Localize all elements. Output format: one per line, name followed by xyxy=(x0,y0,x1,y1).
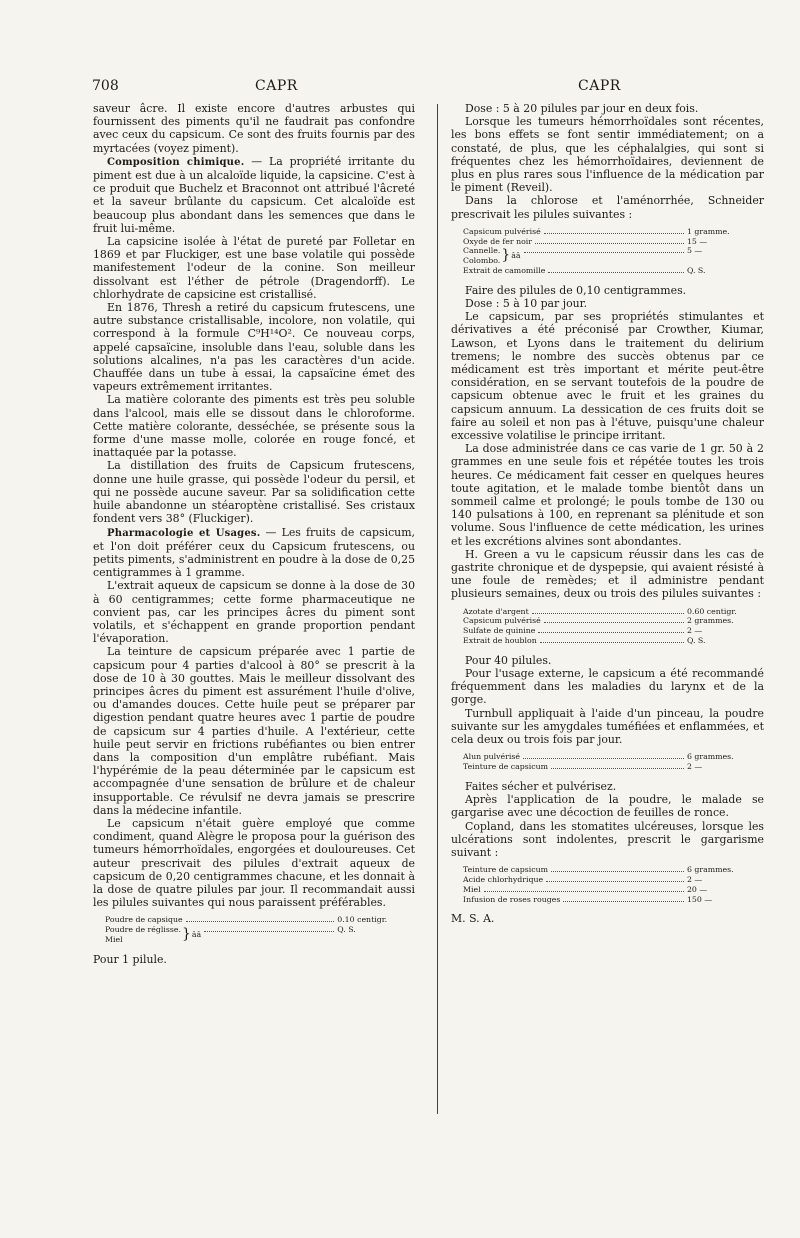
ingredient: Extrait de camomille xyxy=(463,266,546,276)
ingredient: Azotate d'argent xyxy=(463,606,529,616)
ingredient: Capsicum pulvérisé xyxy=(463,226,541,236)
prescription-row: Cannelle. Colombo. } ââ 5 — xyxy=(463,246,751,266)
paragraph: La distillation des fruits de Capsicum frutescens, donne une huile grasse, qui possède l'odeur du persil, et qui ne possède aucune saveur. Par sa solidification cette huile abandonne un stéaroptène cristallisé. Ses cristaux fondent vers 38° (Fluckiger). xyxy=(93,459,415,526)
paragraph: Pour 1 pilule. xyxy=(93,952,167,966)
quantity: 0.10 centigr. xyxy=(337,915,388,925)
quantity: 150 — xyxy=(686,894,713,904)
quantity: 20 — xyxy=(686,884,708,894)
ingredient: Sulfate de quinine xyxy=(463,626,536,636)
quantity: 2 grammes. xyxy=(686,616,734,626)
prescription-row xyxy=(105,915,401,925)
prescription-row xyxy=(463,227,751,237)
prescription-block xyxy=(463,865,751,904)
ingredient: Infusion de roses rouges xyxy=(463,894,561,904)
paragraph: Dose : 5 à 10 par jour. xyxy=(465,297,588,311)
paragraph xyxy=(93,155,415,235)
paragraph: saveur âcre. Il existe encore d'autres arbustes qui fournissent des piments qu'il ne faudrait pas confondre avec ceux du capsicum. Ce sont des fruits fournis par des myrtacées (voyez piment). xyxy=(93,102,415,155)
quantity: 1 gramme. xyxy=(686,226,730,236)
ingredient: Cannelle. xyxy=(463,246,501,256)
prescription-row xyxy=(463,762,751,772)
quantity: 2 — xyxy=(686,626,703,636)
paragraph-text: — La propriété irritante du piment est due à un alcaloïde liquide, la capsicine. C'est à ce produit que Buchelz et Braconnot ont attribué l'âcreté et la saveur brûlante du capsicum. Cet alcaloïde est beaucoup plus abondant dans les semences que dans le fruit lui-même. xyxy=(93,154,415,235)
paragraph: Après l'application de la poudre, le malade se gargarise avec une décoction de feuilles de ronce. xyxy=(451,793,764,820)
prescription-row xyxy=(463,266,751,276)
paragraph: La capsicine isolée à l'état de pureté par Folletar en 1869 et par Fluckiger, est une base volatile qui possède manifestement l'odeur de la conine. Son meilleur dissolvant est l'éther de pétrole (Dragendorff). Le chlorhydrate de capsicine est cristallisé. xyxy=(93,235,415,301)
paragraph: En 1876, Thresh a retiré du capsicum frutescens, une autre substance cristallisable, incolore, non volatile, qui correspond à la formule C⁹H¹⁴O². Ce nouveau corps, appelé capsaïcine, insoluble dans l'eau, soluble dans les solutions alcalines, n'a pas les caractères d'un acide. Chauffée dans un tube à essai, la capsaïcine émet des vapeurs extrêmement irritantes. xyxy=(93,301,415,394)
running-head-right: CAPR xyxy=(578,78,621,94)
quantity: 5 — xyxy=(686,246,703,256)
prescription-block xyxy=(463,607,751,646)
ingredient: Poudre de réglisse. xyxy=(105,925,181,935)
prescription-row xyxy=(463,237,751,247)
prescription-block xyxy=(463,227,751,276)
prescription-row xyxy=(463,865,751,875)
quantity: Q. S. xyxy=(337,925,356,935)
paragraph: Turnbull appliquait à l'aide d'un pinceau, la poudre suivante sur les amygdales tuméfiées et enflammées, et cela deux ou trois fois par jour. xyxy=(451,706,764,747)
paragraph: Pour 40 pilules. xyxy=(465,653,552,667)
paragraph: Copland, dans les stomatites ulcéreuses, lorsque les ulcérations sont indolentes, prescrit le gargarisme suivant : xyxy=(451,819,764,859)
brace-label: ââ xyxy=(191,930,202,940)
prescription-row xyxy=(463,885,751,895)
brace-label: ââ xyxy=(511,251,521,261)
paragraph: La dose administrée dans ce cas varie de 1 gr. 50 à 2 grammes en une seule fois et répétée toutes les trois heures. Ce médicament fait cesser en quelques heures toute agitation, et le malade tombe bientôt dans un sommeil calme et prolongé; le pouls tombe de 130 ou 140 pulsations à 100, en reprenant sa plénitude et son volume. Sous l'influence de cette médication, les urines et les excrétions alvines sont abondantes. xyxy=(451,442,764,548)
paragraph: M. S. A. xyxy=(451,912,495,926)
prescription-row: Poudre de réglisse. Miel } ââ Q. S. xyxy=(105,925,401,945)
quantity: Q. S. xyxy=(686,266,706,276)
paragraph xyxy=(93,526,415,580)
page-number: 708 xyxy=(92,78,119,94)
paragraph: Le capsicum, par ses propriétés stimulantes et dérivatives a été préconisé par Crowther, Kiumar, Lawson, et Lyons dans le traitement du delirium tremens; le nombre des succès obtenus par ce médicament est très important et mérite peut-être considération, en se servant toutefois de la poudre de capsicum obtenue avec le fruit et les graines du capsicum annuum. La dessication de ces fruits doit se faire au soleil et non pas à l'étuve, puisqu'une chaleur excessive volatilise le principe irritant. xyxy=(451,310,764,443)
column-rule xyxy=(437,104,438,1114)
ingredient: Alun pulvérisé xyxy=(463,752,521,762)
left-column xyxy=(93,102,415,966)
section-heading-chimique: Composition chimique. xyxy=(107,156,245,168)
quantity: 6 grammes. xyxy=(686,865,734,875)
ingredient: Poudre de capsique xyxy=(105,915,183,925)
prescription-block xyxy=(463,752,751,772)
paragraph: Faire des pilules de 0,10 centigrammes. xyxy=(465,283,687,297)
quantity: Q. S. xyxy=(686,636,706,646)
ingredient: Miel xyxy=(105,934,123,944)
right-column xyxy=(451,102,764,926)
paragraph: H. Green a vu le capsicum réussir dans les cas de gastrite chronique et de dyspepsie, qui avaient résisté à une foule de remèdes; et il administre pendant plusieurs semaines, deux ou trois des pilules suivantes : xyxy=(451,547,764,601)
ingredient: Acide chlorhydrique xyxy=(463,874,544,884)
paragraph-text: — Les fruits de capsicum, et l'on doit préférer ceux du Capsicum frutescens, ou petits piments, s'administrent en poudre à la dose de 0,25 centigrammes à 1 gramme. xyxy=(93,525,415,580)
running-head-left: CAPR xyxy=(255,78,298,94)
prescription-row xyxy=(463,636,751,646)
quantity: 15 — xyxy=(686,236,708,246)
quantity: 6 grammes. xyxy=(686,752,734,762)
prescription-row xyxy=(463,875,751,885)
section-heading-pharmacologie: Pharmacologie et Usages. xyxy=(107,527,261,539)
prescription-row xyxy=(463,626,751,636)
paragraph: Dose : 5 à 20 pilules par jour en deux fois. xyxy=(465,102,699,115)
paragraph: L'extrait aqueux de capsicum se donne à la dose de 30 à 60 centigrammes; cette forme pharmaceutique ne convient pas, car les principes âcres du piment sont volatils, et s'échappent en grande proportion pendant l'évaporation. xyxy=(93,579,415,646)
prescription-row xyxy=(463,895,751,905)
ingredient: Extrait de houblon xyxy=(463,636,537,646)
ingredient: Oxyde de fer noir xyxy=(463,236,533,246)
paragraph: Faites sécher et pulvérisez. xyxy=(465,779,617,793)
quantity: 0.60 centigr. xyxy=(686,606,737,616)
ingredient: Capsicum pulvérisé xyxy=(463,616,541,626)
paragraph: La matière colorante des piments est très peu soluble dans l'alcool, mais elle se dissout dans le chloroforme. Cette matière colorante, desséchée, se présente sous la forme d'une masse molle, colorée en rouge foncé, et inattaquée par la potasse. xyxy=(93,393,415,460)
paragraph: Lorsque les tumeurs hémorrhoïdales sont récentes, les bons effets se font sentir immédiatement; on a constaté, de plus, que les céphalalgies, qui sont si fréquentes chez les hémorrhoïdaires, deviennent de plus en plus rares sous l'influence de la médication par le piment (Reveil). xyxy=(451,115,764,195)
quantity: 2 — xyxy=(686,874,703,884)
prescription-row xyxy=(463,616,751,626)
ingredient: Colombo. xyxy=(463,256,501,266)
prescription-row xyxy=(463,607,751,617)
prescription-block xyxy=(105,915,401,944)
paragraph: Dans la chlorose et l'aménorrhée, Schneider prescrivait les pilules suivantes : xyxy=(451,194,764,221)
paragraph: Pour l'usage externe, le capsicum a été recommandé fréquemment dans les maladies du larynx et de la gorge. xyxy=(451,667,764,707)
paragraph: La teinture de capsicum préparée avec 1 partie de capsicum pour 4 parties d'alcool à 80° se prescrit à la dose de 10 à 30 gouttes. Mais le meilleur dissolvant des principes âcres du piment est assurément l'huile d'olive, ou d'amandes douces. Cette huile peut se préparer par digestion pendant quatre heures avec 1 partie de poudre de capsicum sur 4 parties d'huile. A l'extérieur, cette huile peut servir en frictions rubéfiantes ou bien entrer dans la composition d'un emplâtre rubéfiant. Mais l'hypérémie de la peau déterminée par le capsicum est accompagnée d'une sensation de brûlure et de chaleur insupportable. Ce révulsif ne devra jamais se prescrire dans la médecine infantile. xyxy=(93,645,415,817)
ingredient: Miel xyxy=(463,884,481,894)
prescription-row xyxy=(463,752,751,762)
ingredient: Teinture de capsicum xyxy=(463,762,549,772)
quantity: 2 — xyxy=(686,762,703,772)
paragraph: Le capsicum n'était guère employé que comme condiment, quand Alègre le proposa pour la guérison des tumeurs hémorrhoïdales, engorgées et douloureuses. Cet auteur prescrivait des pilules d'extrait aqueux de capsicum de 0,20 centigrammes chacune, et les donnait à la dose de quatre pilules par jour. Il recommandait aussi les pilules suivantes qui nous paraissent préférables. xyxy=(93,816,415,910)
ingredient: Teinture de capsicum xyxy=(463,865,549,875)
